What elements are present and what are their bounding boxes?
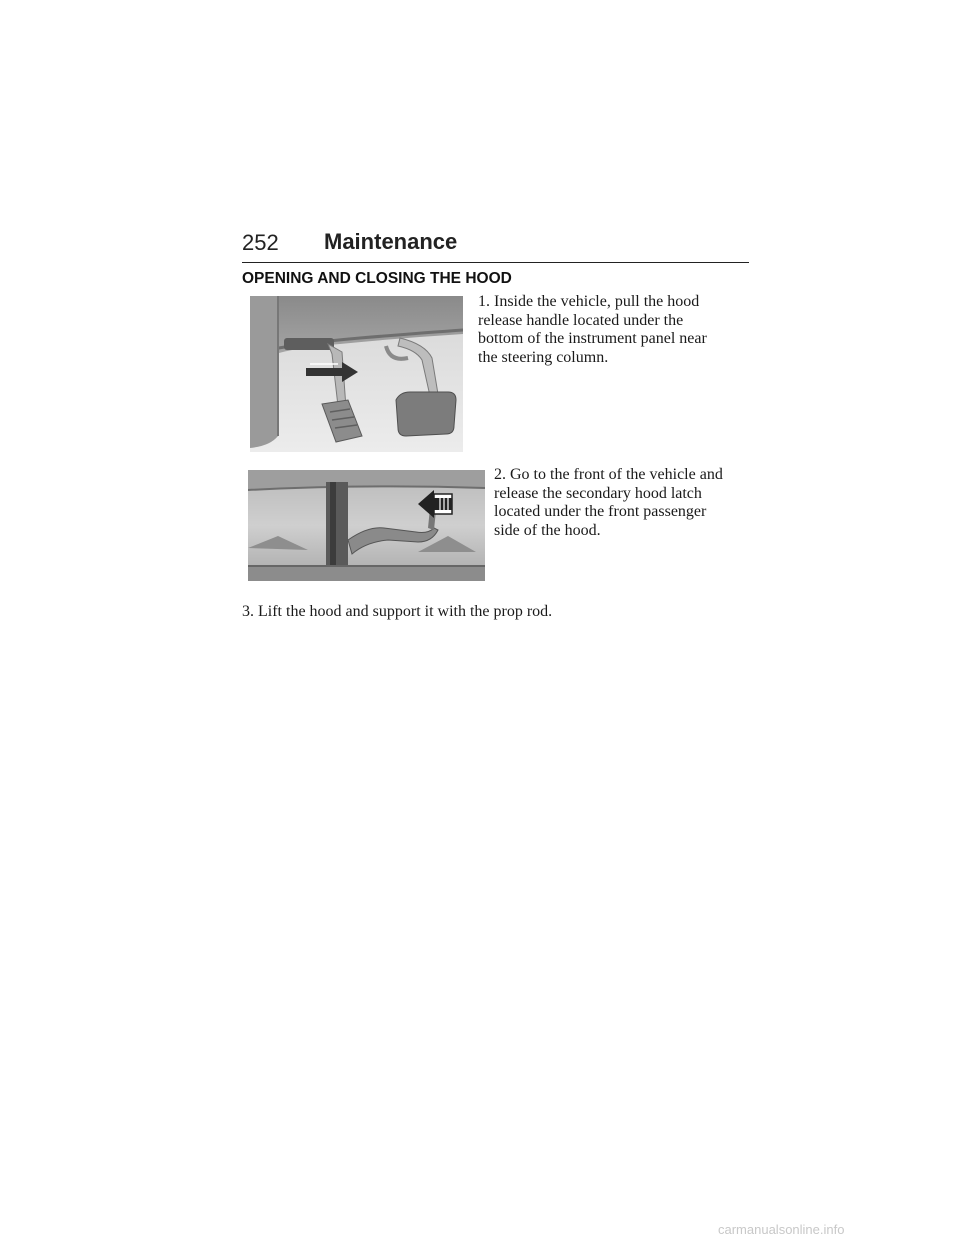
step-2-text: 2. Go to the front of the vehicle and release the secondary hood latch located under the front passenger side of the hood. [494, 466, 723, 539]
page-header [242, 228, 749, 263]
page-number: 252 [242, 230, 279, 255]
step-1-text: 1. Inside the vehicle, pull the hood release handle located under the bottom of the instrument panel near the steering column. [478, 293, 707, 366]
section-heading: OPENING AND CLOSING THE HOOD [242, 270, 512, 287]
secondary-latch-illustration [248, 470, 485, 581]
step-3-text: 3. Lift the hood and support it with the prop rod. [242, 603, 553, 620]
hood-release-illustration [250, 296, 463, 452]
section-title: Maintenance [324, 229, 458, 254]
watermark-text: carmanualsonline.info [718, 1222, 845, 1237]
